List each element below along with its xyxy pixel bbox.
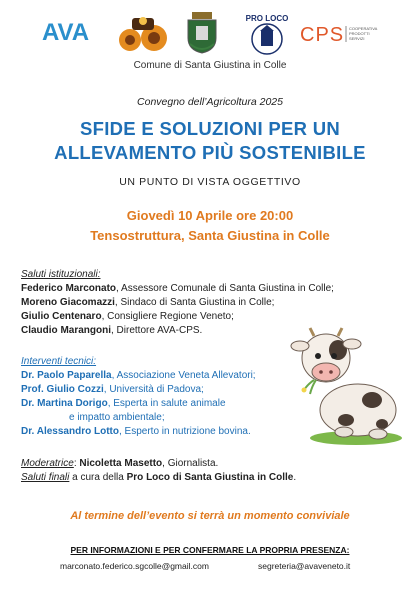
list-item: Dr. Alessandro Lotto, Esperto in nutrizione bovina.	[21, 426, 251, 437]
proloco-logo-text: PRO LOCO	[245, 14, 289, 23]
municipal-crest-icon	[184, 10, 220, 54]
moderatrice-line: Moderatrice: Nicoletta Masetto, Giornalista.	[21, 458, 219, 469]
list-item: Giulio Centenaro, Consigliere Regione Veneto;	[21, 311, 234, 322]
subtitle: UN PUNTO DI VISTA OGGETTIVO	[119, 176, 301, 188]
event-date: Giovedì 10 Aprile ore 20:00	[126, 208, 294, 223]
event-series: Convegno dell’Agricoltura 2025	[137, 96, 283, 108]
cow-illustration	[286, 316, 406, 446]
saluti-heading: Saluti istituzionali:	[21, 269, 101, 280]
conviviale-note: Al termine dell’evento si terrà un momento conviviale	[70, 510, 350, 522]
list-item: Federico Marconato, Assessore Comunale di Santa Giustina in Colle;	[21, 283, 334, 294]
page-title	[0, 117, 420, 165]
svg-text:SERVIZI: SERVIZI	[349, 36, 365, 41]
email-link[interactable]: marconato.federico.sgcolle@gmail.com	[60, 561, 209, 571]
email-link[interactable]: segreteria@avaveneto.it	[258, 561, 351, 571]
list-item: e impatto ambientale;	[69, 412, 165, 423]
cps-logo	[300, 22, 384, 46]
fair-logo	[116, 12, 170, 54]
list-item: Moreno Giacomazzi, Sindaco di Santa Giustina in Colle;	[21, 297, 275, 308]
list-item: Dr. Martina Dorigo, Esperta in salute animale	[21, 398, 226, 409]
saluti-finali-line: Saluti finali a cura della Pro Loco di Santa Giustina in Colle.	[21, 472, 297, 483]
ava-logo	[40, 16, 102, 46]
event-place: Tensostruttura, Santa Giustina in Colle	[90, 228, 330, 243]
title-line-1: SFIDE E SOLUZIONI PER UN	[79, 118, 341, 139]
info-heading: PER INFORMAZIONI E PER CONFERMARE LA PROPRIA PRESENZA:	[70, 545, 350, 555]
list-item: Claudio Marangoni, Direttore AVA-CPS.	[21, 325, 203, 336]
comune-label: Comune di Santa Giustina in Colle	[133, 60, 287, 71]
title-line-2: ALLEVAMENTO PIÙ SOSTENIBILE	[54, 142, 366, 163]
cps-logo-text: CPS	[300, 24, 345, 46]
ava-logo-text: AVA	[42, 19, 90, 46]
svg-text:PRODOTTI: PRODOTTI	[349, 31, 370, 36]
list-item: Dr. Paolo Paparella, Associazione Veneta Allevatori;	[21, 370, 256, 381]
svg-text:COOPERATIVA: COOPERATIVA	[349, 26, 378, 31]
interventi-heading: Interventi tecnici:	[21, 356, 97, 367]
proloco-logo	[236, 12, 298, 56]
closing-section	[21, 457, 391, 485]
list-item: Prof. Giulio Cozzi, Università di Padova;	[21, 384, 204, 395]
